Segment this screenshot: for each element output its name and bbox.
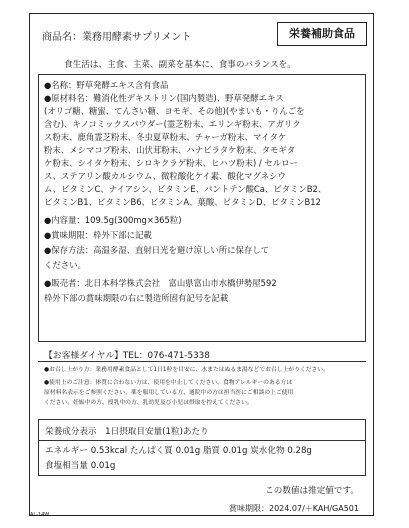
caution-note: 原材料名表示をご参照ください。薬を服用している方、通院中の方は担当医にご相談の上ご使用 [44,390,294,396]
label-line: ください。 [44,260,86,270]
caution-note: ください。妊娠中の方、授乳中の方、乳幼児及び小児は摂取を控えてください。 [44,400,253,406]
label-line: ビタミンB1、ビタミンB6、ビタミンA、葉酸、ビタミンD、ビタミンB12 [44,197,321,207]
divider [39,440,365,441]
label-line: ●内容量：109.5g(300mg×365粒) [44,215,182,225]
label-line: ム、ビタミンC、ナイアシン、ビタミンE、パントテン酸Ca、ビタミンB2、 [44,184,327,194]
caution-note: ●使用上のご注意：体質に合わない方は、使用を中止してください。食物アレルギーのある方は [44,380,293,386]
intake-note: 食生活は、主食、主菜、副菜を基本に、食事のバランスを。 [64,60,296,70]
nutrition-row: 食塩相当量 0.01g [45,461,116,471]
best-before: 賞味期限：2024.07/＋KAH/GA501 [228,504,359,513]
nutrition-box [38,419,366,476]
label-line: 含む)、キノコミックスパウダー(霊芝粉末、エリンギ粉末、アガリク [44,119,301,129]
label-line: ●名称：野草発酵エキス含有食品 [44,80,169,90]
label-line: ●賞味期限：枠外下部に記載 [44,230,152,240]
label-line: 枠外下部の賞味期限の右に製造所固有記号を記載 [44,293,229,303]
estimate-note: この数値は推定値です。 [265,486,359,496]
label-line: (オリゴ糖、糖蜜、てんさい糖、ヨモギ、その他)(やまいも・りんごを [44,106,305,116]
product-name: 商品名：業務用酵素サプリメント [42,32,192,43]
label-panel [29,13,374,516]
label-line: ●販売者：北日本科学株式会社 富山県富山市水橋伊勢屋592 [44,278,277,288]
nutrition-title: 栄養成分表示 1日摂取目安量(1粒)あたり [45,427,209,437]
label-line: 粉末、メシマコブ粉末、山伏茸粉末、ハナビラタケ粉末、タモギタ [44,145,296,155]
label-line: ケ粉末、シイタケ粉末、シロキクラゲ粉末、ヒハツ粉末) / セルロー [44,158,298,168]
label-line: ●保存方法：高温多湿、直射日光を避け涼しい所に保存して [44,245,270,255]
nutrition-row: エネルギー 0.53kcal たんぱく質 0.01g 脂質 0.01g 炭水化物 0.28g [45,446,312,456]
supplement-badge: 栄養補助食品 [277,22,367,46]
ingredients-box [38,74,366,342]
usage-note: ●お召し上がり方：業務用酵素食品として1日1粒を目安に、水またはぬるま湯などでお召し上がりください。 [44,367,329,373]
divider [38,361,366,362]
customer-dial: 【お客様ダイヤル】TEL：076-471-5338 [44,351,210,361]
print-code: AL-14W [30,512,50,518]
label-line: ●原材料名：難消化性デキストリン(国内製造)、野草発酵エキス [44,93,284,103]
label-line: ス粉末、鹿角霊芝粉末、冬虫夏草粉末、チャーガ粉末、マイタケ [44,132,287,142]
label-line: ス、ステアリン酸カルシウム、微粒酸化ケイ素、酸化マグネシウ [44,171,286,181]
